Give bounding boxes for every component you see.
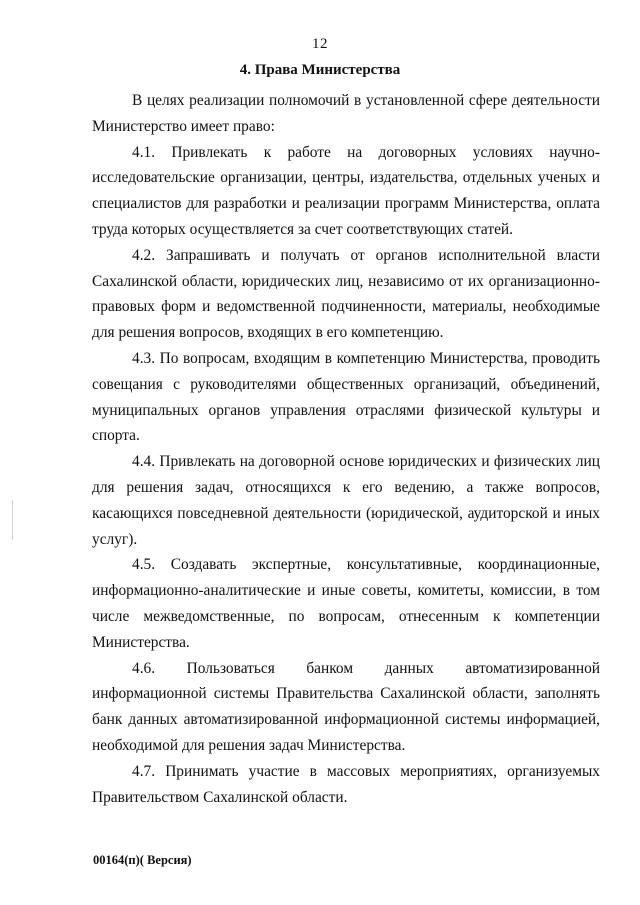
item-4-4: 4.4. Привлекать на договорной основе юридических и физических лиц для решения задач, относящихся к его ведению, а также вопросов, касающихся повседневной деятельности (юридической, аудиторской и иных услуг). xyxy=(92,453,600,548)
document-body xyxy=(92,88,600,810)
item-4-5: 4.5. Создавать экспертные, консультативные, координационные, информационно-аналитические и иные советы, комитеты, комиссии, в том числе межведомственные, по вопросам, отнесенным к компетенции Министерства. xyxy=(92,556,600,651)
item-4-6: 4.6. Пользоваться банком данных автоматизированной информационной системы Правительства Сахалинской области, заполнять банк данных автоматизированной информационной системы информацией, необходимой для решения задач Министерства. xyxy=(92,659,600,754)
page-number: 12 xyxy=(312,36,328,52)
item-4-1: 4.1. Привлекать к работе на договорных условиях научно-исследовательские организации, центры, издательства, отдельных ученых и специалистов для разработки и реализации программ Министерства, оплата труда которых осуществляется за счет соответствующих статей. xyxy=(92,143,600,238)
item-4-3: 4.3. По вопросам, входящим в компетенцию Министерства, проводить совещания с руководителями общественных организаций, объединений, муниципальных органов управления отраслями физической культуры и спорта. xyxy=(92,349,600,445)
section-title: 4. Права Министерства xyxy=(239,62,401,78)
item-4-2: 4.2. Запрашивать и получать от органов исполнительной власти Сахалинской области, юридических лиц, независимо от их организационно-правовых форм и ведомственной подчиненности, материалы, необходимые для решения вопросов, входящих в его компетенцию. xyxy=(92,246,600,342)
scan-margin-mark xyxy=(12,500,13,540)
item-4-7: 4.7. Принимать участие в массовых мероприятиях, организуемых Правительством Сахалинской области. xyxy=(92,762,600,806)
document-footer-code: 00164(п)( Версия) xyxy=(93,853,192,867)
intro-paragraph: В целях реализации полномочий в установленной сфере деятельности Министерство имеет право: xyxy=(92,92,600,135)
